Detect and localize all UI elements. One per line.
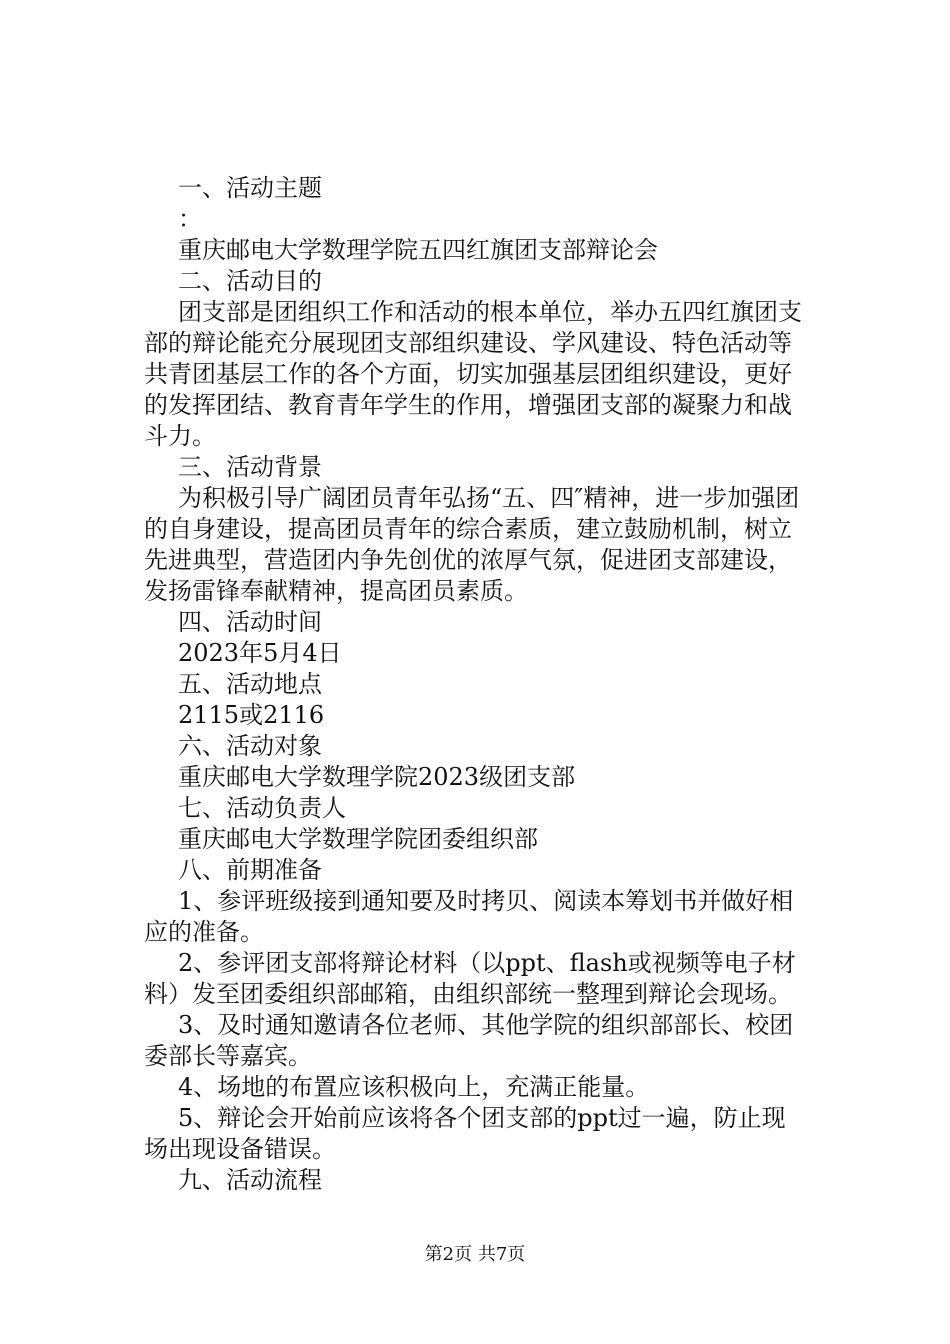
prep-item-1: 1、参评班级接到通知要及时拷贝、阅读本筹划书并做好相应的准备。: [144, 887, 794, 946]
section-heading-process: 九、活动流程: [178, 1166, 322, 1194]
section-heading-purpose: 二、活动目的: [178, 267, 322, 295]
prep-item-2: 2、参评团支部将辩论材料（以ppt、flash或视频等电子材料）发至团委组织部邮箱，由组织部统一整理到辩论会现场。: [144, 949, 796, 1008]
section-heading-theme: 一、活动主题: [178, 174, 322, 202]
document-body: [144, 173, 838, 1196]
section-heading-place: 五、活动地点: [178, 670, 322, 698]
leader-value: 重庆邮电大学数理学院团委组织部: [178, 825, 538, 853]
target-value: 重庆邮电大学数理学院2023级团支部: [178, 763, 576, 791]
time-value: 2023年5月4日: [178, 639, 342, 667]
background-paragraph: 为积极引导广阔团员青年弘扬“五、四″精神，进一步加强团的自身建设，提高团员青年的综合素质，建立鼓励机制，树立先进典型，营造团内争先创优的浓厚气氛，促进团支部建设，发扬雷锋奉献精神，提高团员素质。: [144, 484, 800, 605]
section-heading-target: 六、活动对象: [178, 732, 322, 760]
prep-item-5: 5、辩论会开始前应该将各个团支部的ppt过一遍，防止现场出现设备错误。: [144, 1104, 786, 1163]
theme-value: 重庆邮电大学数理学院五四红旗团支部辩论会: [178, 236, 658, 264]
colon-line: ：: [178, 205, 202, 233]
section-heading-leader: 七、活动负责人: [178, 794, 346, 822]
section-heading-time: 四、活动时间: [178, 608, 322, 636]
prep-item-4: 4、场地的布置应该积极向上，充满正能量。: [178, 1073, 650, 1101]
purpose-paragraph: 团支部是团组织工作和活动的根本单位，举办五四红旗团支部的辩论能充分展现团支部组织建设、学风建设、特色活动等共青团基层工作的各个方面，切实加强基层团组织建设，更好的发挥团结、教育青年学生的作用，增强团支部的凝聚力和战斗力。: [144, 298, 802, 450]
section-heading-background: 三、活动背景: [178, 453, 322, 481]
page-footer: 第2页 共7页: [424, 1244, 526, 1265]
section-heading-preparation: 八、前期准备: [178, 856, 322, 884]
place-value: 2115或2116: [178, 701, 325, 729]
prep-item-3: 3、及时通知邀请各位老师、其他学院的组织部部长、校团委部长等嘉宾。: [144, 1011, 794, 1070]
